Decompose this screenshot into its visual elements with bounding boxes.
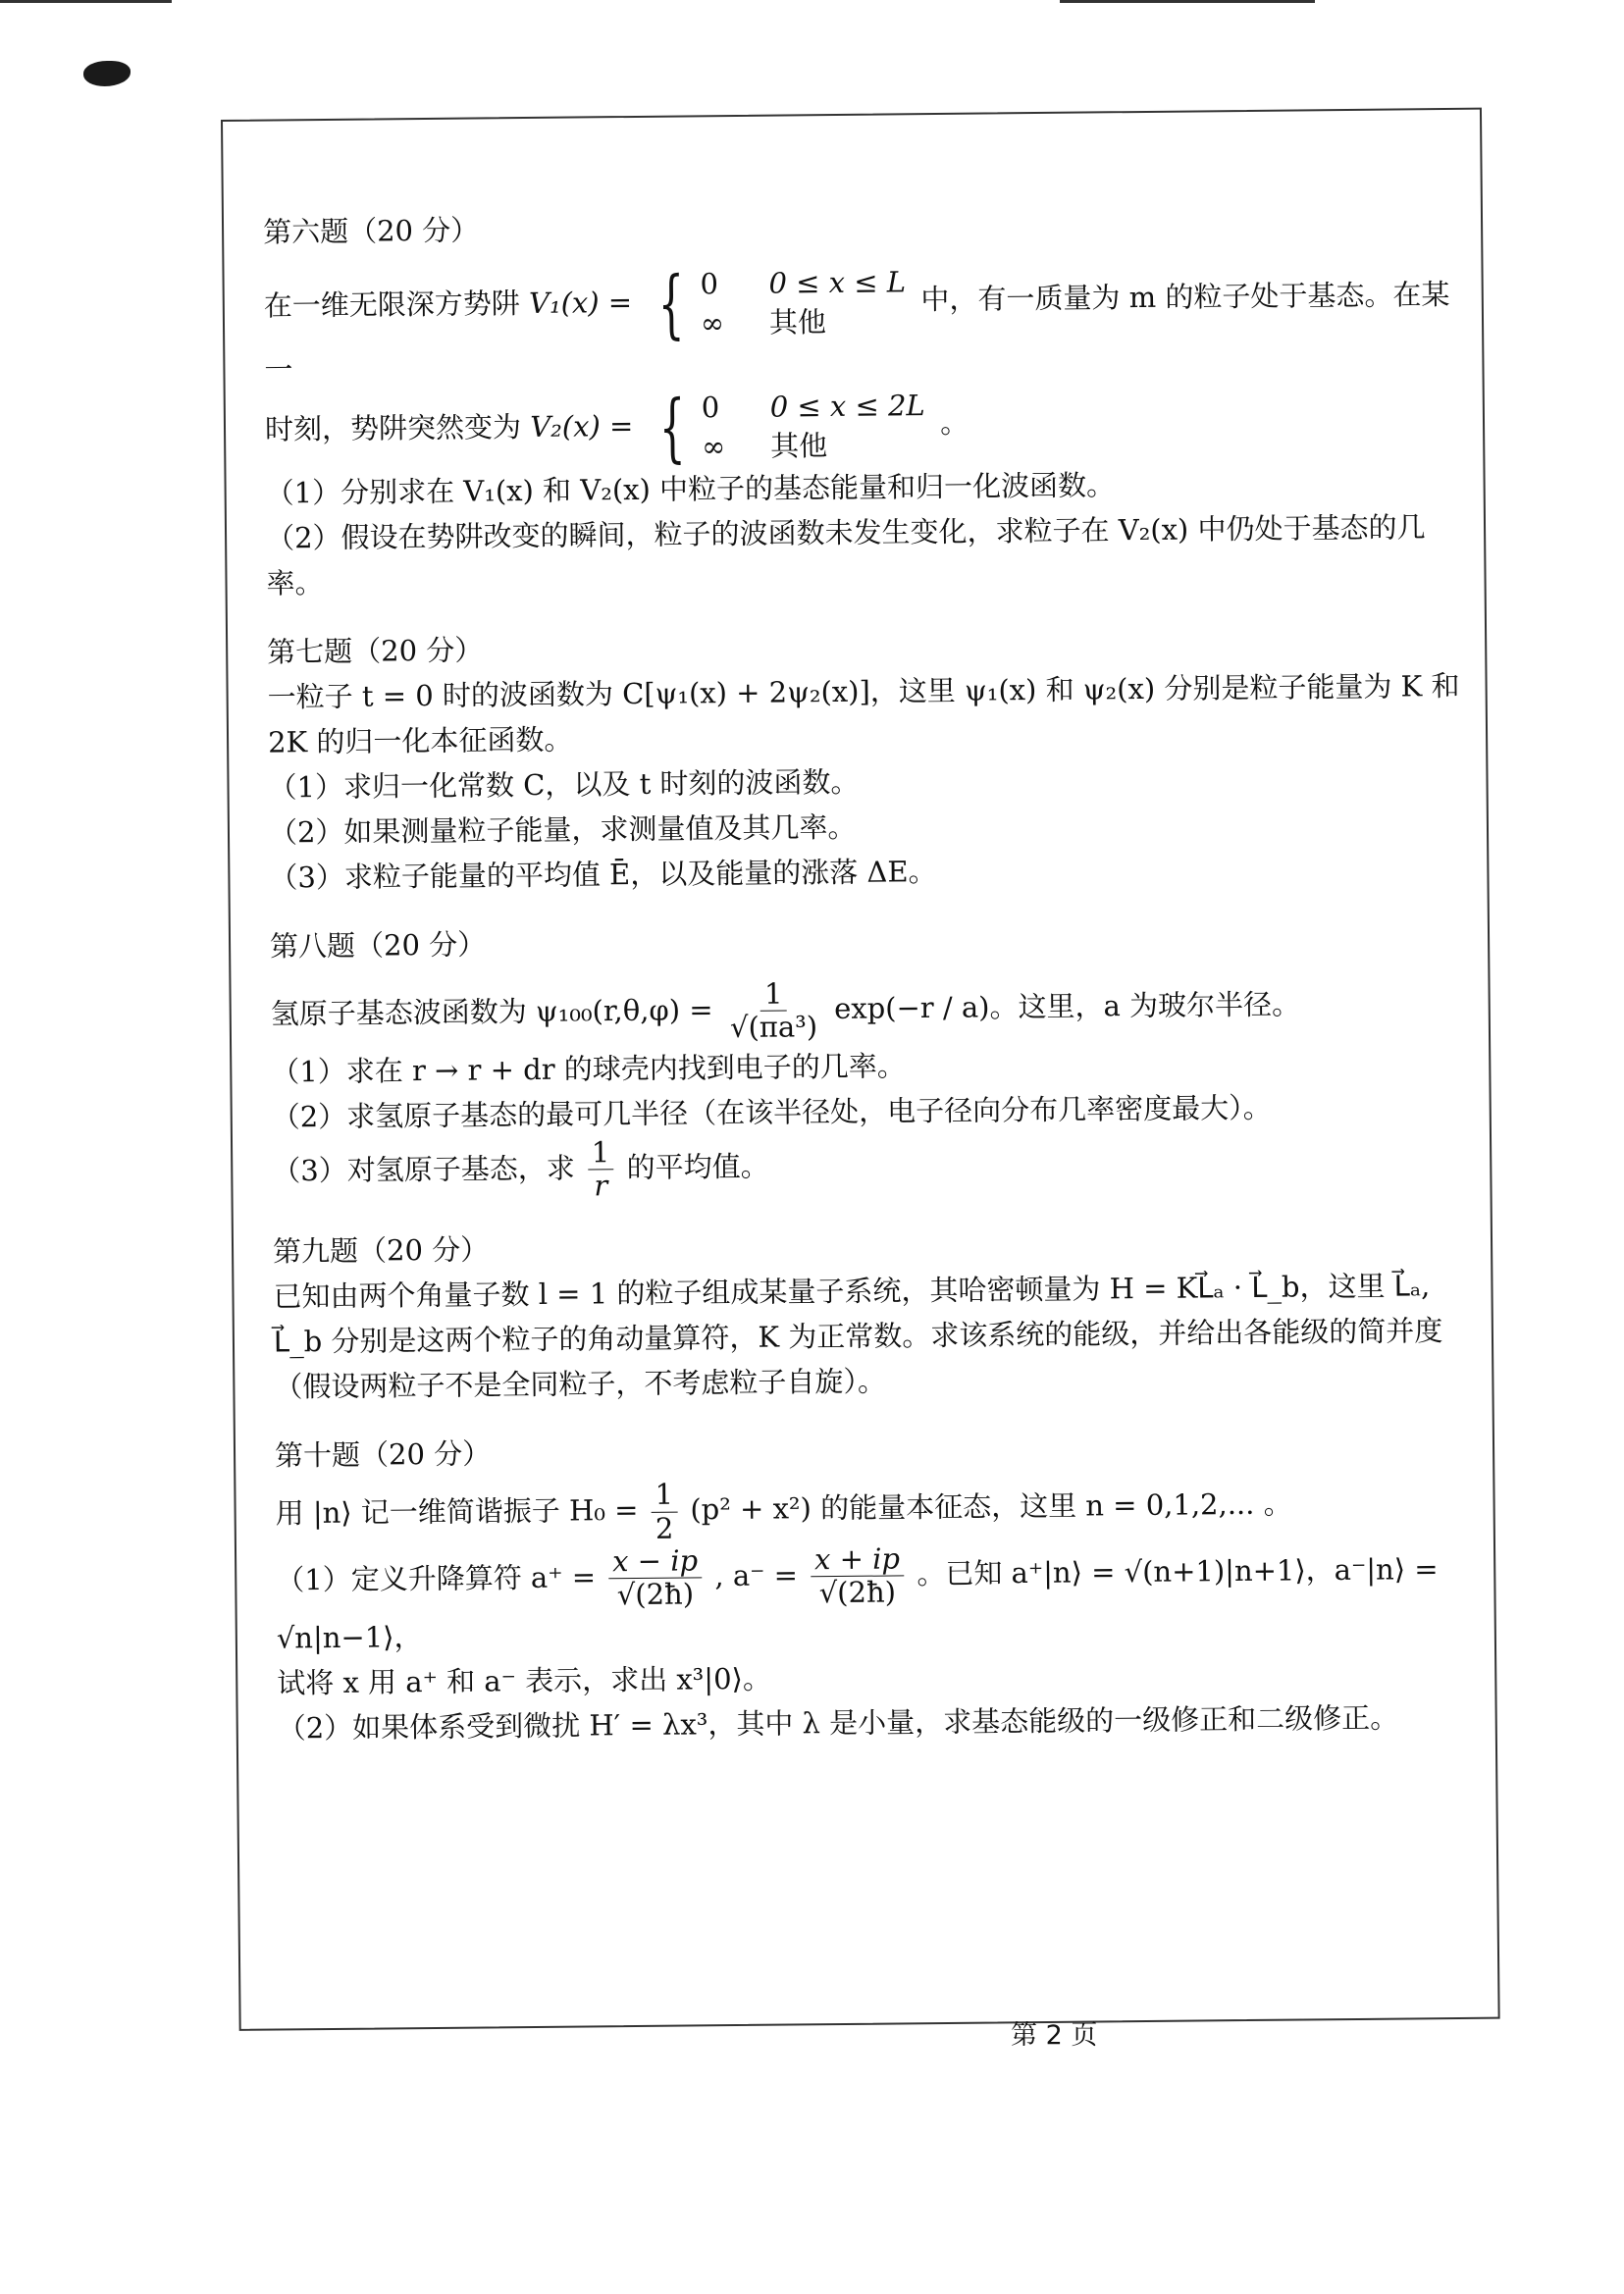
- fraction-numerator: 1: [651, 1479, 677, 1513]
- exam-content: [223, 110, 1499, 1751]
- text-run: 时刻，势阱突然变为: [264, 410, 522, 446]
- sub-question: [276, 1538, 1469, 1660]
- text-run: （3）对氢原子基态，求: [272, 1151, 575, 1188]
- sub-question: [272, 1128, 1465, 1206]
- sub-question: （1）求在 r → r + dr 的球壳内找到电子的几率。: [271, 1049, 906, 1089]
- scan-edge-line: [0, 0, 172, 3]
- sub-question: （1）分别求在 V₁(x) 和 V₂(x) 中粒子的基态能量和归一化波函数。: [265, 468, 1116, 510]
- cases: [700, 262, 906, 342]
- question-text: [275, 1471, 1468, 1548]
- text-run: （1）定义升降算符 a⁺ =: [276, 1560, 597, 1597]
- fraction-numerator: 1: [760, 978, 787, 1013]
- sub-question: （3）求粒子能量的平均值 Ē，以及能量的涨落 ΔE。: [269, 855, 937, 895]
- brace: {: [658, 383, 686, 471]
- brace: {: [656, 259, 685, 347]
- fraction-denominator: √(πa³): [729, 1010, 818, 1045]
- question-10: [275, 1422, 1470, 1750]
- text-run: 的平均值。: [626, 1149, 769, 1184]
- question-text: [265, 381, 1458, 471]
- question-title: 第九题（20 分）: [272, 1232, 490, 1269]
- sub-question: 试将 x 用 a⁺ 和 a⁻ 表示，求出 x³|0⟩。: [277, 1661, 772, 1700]
- question-text: [270, 971, 1463, 1049]
- fraction-denominator: √(2ħ): [616, 1577, 695, 1612]
- fraction-numerator: 1: [588, 1136, 614, 1171]
- case-condition: 其他: [769, 429, 828, 463]
- question-title: 第七题（20 分）: [267, 633, 484, 669]
- question-text: [263, 257, 1456, 392]
- sub-question: （2）如果体系受到微扰 H′ = λx³，其中 λ 是小量，求基态能级的一级修正和二级修正。: [277, 1700, 1399, 1746]
- question-title: 第八题（20 分）: [269, 927, 487, 964]
- text-run: 中，有一质量为 m 的粒子处于基态。在某一: [264, 277, 1450, 387]
- fraction-denominator: r: [594, 1169, 608, 1203]
- math-run: V₂(x) =: [530, 408, 634, 443]
- question-6: [263, 198, 1459, 606]
- case-condition: 其他: [768, 305, 827, 339]
- piecewise-definition: [647, 259, 907, 347]
- fraction-numerator: x − ip: [608, 1544, 702, 1579]
- text-run: (p² + x²) 的能量本征态，这里 n = 0,1,2,... 。: [690, 1486, 1292, 1527]
- case-condition: 0 ≤ x ≤ L: [768, 265, 907, 300]
- piecewise-definition: [648, 383, 925, 471]
- math-run: V₁(x) =: [528, 285, 633, 320]
- question-text: 已知由两个角量子数 l = 1 的粒子组成某量子系统，其哈密顿量为 H = KL⃗ₐ · L⃗_b，这里 L⃗ₐ, L⃗_b 分别是这两个粒子的角动量算符，K 为正常数。求该系统的能级，并给出各能级的简并度（假设两粒子不是全同粒子，不考虑粒子自旋）。: [273, 1269, 1443, 1404]
- text-run: 。: [939, 405, 969, 440]
- fraction: [726, 977, 822, 1045]
- question-text: 一粒子 t = 0 时的波函数为 C[ψ₁(x) + 2ψ₂(x)]，这里 ψ₁(x) 和 ψ₂(x) 分别是粒子能量为 K 和 2K 的归一化本征函数。: [267, 668, 1460, 759]
- exam-frame: [221, 108, 1500, 2031]
- text-run: 氢原子基态波函数为 ψ₁₀₀(r,θ,φ) =: [270, 993, 713, 1031]
- fraction-numerator: x + ip: [811, 1542, 904, 1577]
- question-7: [267, 618, 1462, 901]
- question-title: 第六题（20 分）: [262, 213, 480, 249]
- case-value: ∞: [700, 306, 725, 340]
- text-run: 。已知 a⁺|n⟩ = √(n+1)|n+1⟩，a⁻|n⟩ = √n|n−1⟩，: [276, 1552, 1439, 1655]
- page-number: 第 2 页: [1011, 2020, 1098, 2051]
- fraction: [651, 1479, 677, 1545]
- sub-question: （1）求归一化常数 C，以及 t 时刻的波函数。: [268, 764, 860, 805]
- question-9: [273, 1218, 1467, 1410]
- case-value: ∞: [701, 430, 726, 464]
- fraction-denominator: 2: [655, 1511, 674, 1545]
- text-run: 在一维无限深方势阱: [263, 287, 520, 323]
- sub-question: （2）求氢原子基态的最可几半径（在该半径处，电子径向分布几率密度最大）。: [271, 1090, 1272, 1134]
- case-condition: 0 ≤ x ≤ 2L: [769, 389, 925, 424]
- question-8: [270, 912, 1465, 1206]
- text-run: , a⁻ =: [714, 1558, 799, 1593]
- sub-question: （2）假设在势阱改变的瞬间，粒子的波函数未发生变化，求粒子在 V₂(x) 中仍处于基态的几率。: [265, 510, 1426, 600]
- fraction: [811, 1542, 905, 1610]
- sub-question: （2）如果测量粒子能量，求测量值及其几率。: [268, 809, 857, 850]
- scan-blot: [83, 61, 131, 86]
- fraction-denominator: √(2ħ): [818, 1575, 897, 1610]
- text-run: exp(−r / a)。这里，a 为玻尔半径。: [833, 987, 1301, 1025]
- question-title: 第十题（20 分）: [274, 1436, 492, 1473]
- case-value: 0: [700, 267, 719, 301]
- fraction: [608, 1544, 703, 1612]
- cases: [702, 386, 926, 466]
- scan-edge-line: [1060, 0, 1315, 3]
- text-run: 用 |n⟩ 记一维简谐振子 H₀ =: [275, 1493, 639, 1531]
- case-value: 0: [701, 391, 720, 425]
- fraction: [588, 1136, 614, 1203]
